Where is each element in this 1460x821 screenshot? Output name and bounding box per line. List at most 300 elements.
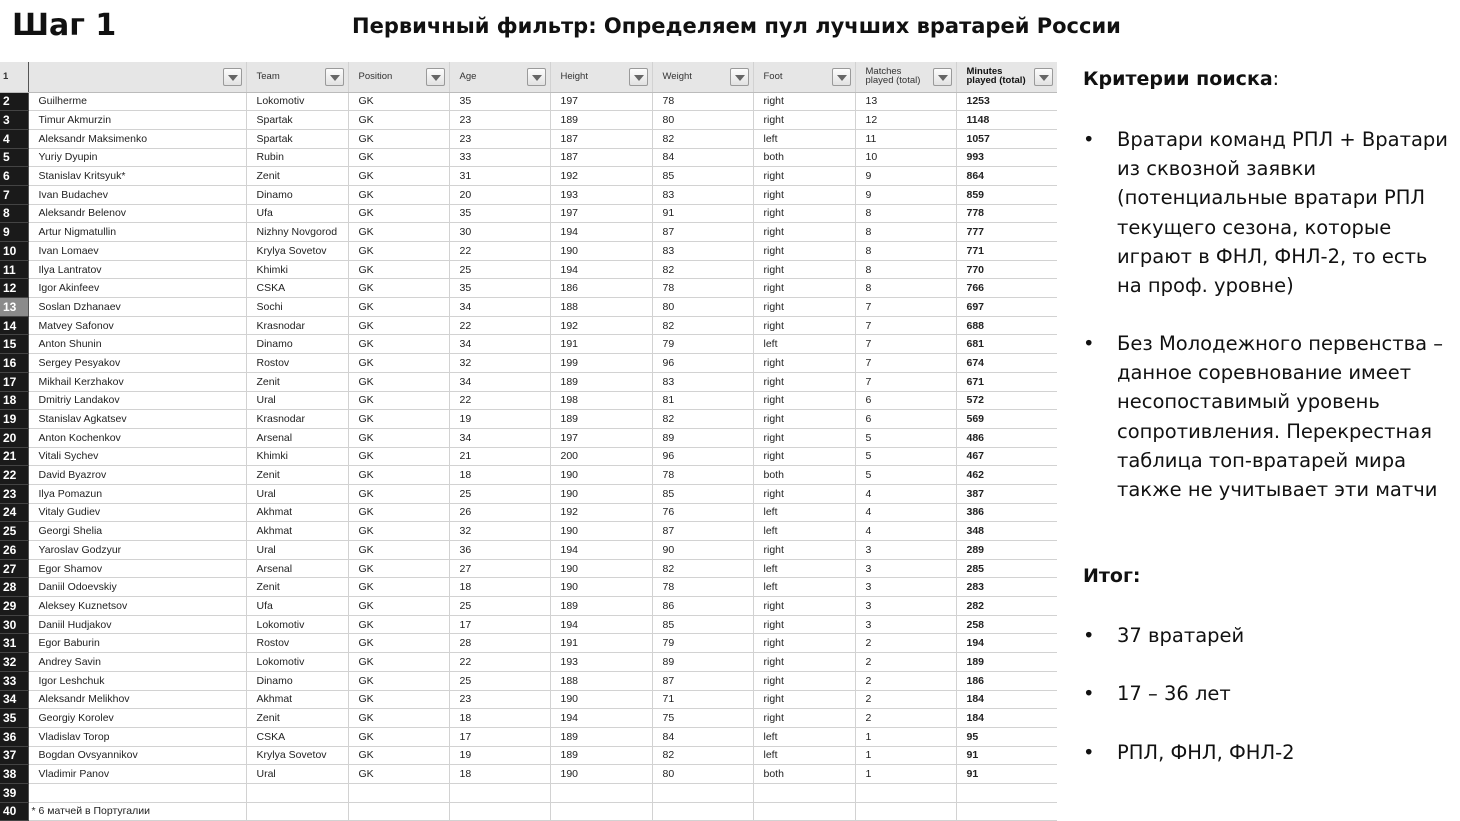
- table-cell[interactable]: right: [753, 279, 855, 298]
- table-cell[interactable]: 770: [956, 260, 1057, 279]
- table-cell[interactable]: right: [753, 428, 855, 447]
- table-cell[interactable]: 387: [956, 484, 1057, 503]
- table-cell[interactable]: GK: [348, 634, 449, 653]
- table-cell[interactable]: Daniil Odoevskiy: [28, 578, 246, 597]
- table-cell[interactable]: 2: [855, 709, 956, 728]
- table-cell[interactable]: GK: [348, 671, 449, 690]
- table-cell[interactable]: 194: [550, 223, 652, 242]
- table-cell[interactable]: right: [753, 391, 855, 410]
- table-cell[interactable]: 10: [855, 148, 956, 167]
- table-cell[interactable]: Krylya Sovetov: [246, 242, 348, 261]
- table-cell[interactable]: 85: [652, 484, 753, 503]
- table-cell[interactable]: GK: [348, 578, 449, 597]
- table-cell[interactable]: right: [753, 185, 855, 204]
- table-cell[interactable]: 17: [449, 727, 550, 746]
- table-cell[interactable]: 3: [855, 597, 956, 616]
- table-cell[interactable]: Akhmat: [246, 503, 348, 522]
- table-cell[interactable]: Vitaly Gudiev: [28, 503, 246, 522]
- table-cell[interactable]: 191: [550, 335, 652, 354]
- table-cell[interactable]: 569: [956, 410, 1057, 429]
- table-cell[interactable]: both: [753, 466, 855, 485]
- table-cell[interactable]: 190: [550, 484, 652, 503]
- table-cell[interactable]: Mikhail Kerzhakov: [28, 372, 246, 391]
- table-cell[interactable]: Zenit: [246, 372, 348, 391]
- table-cell[interactable]: GK: [348, 709, 449, 728]
- table-cell[interactable]: 194: [550, 709, 652, 728]
- table-cell[interactable]: GK: [348, 185, 449, 204]
- table-cell[interactable]: 33: [449, 148, 550, 167]
- column-header[interactable]: [246, 62, 348, 92]
- table-cell[interactable]: 194: [550, 615, 652, 634]
- table-cell[interactable]: 34: [449, 428, 550, 447]
- table-cell[interactable]: 778: [956, 204, 1057, 223]
- table-cell[interactable]: 189: [550, 111, 652, 130]
- table-cell[interactable]: CSKA: [246, 279, 348, 298]
- table-cell[interactable]: Ural: [246, 391, 348, 410]
- table-cell[interactable]: 17: [449, 615, 550, 634]
- table-cell[interactable]: [956, 783, 1057, 802]
- table-cell[interactable]: [550, 783, 652, 802]
- table-cell[interactable]: right: [753, 690, 855, 709]
- table-cell[interactable]: 2: [855, 690, 956, 709]
- table-cell[interactable]: right: [753, 92, 855, 111]
- row-number[interactable]: 13: [0, 298, 28, 317]
- table-cell[interactable]: 192: [550, 503, 652, 522]
- table-cell[interactable]: 282: [956, 597, 1057, 616]
- table-cell[interactable]: right: [753, 615, 855, 634]
- table-cell[interactable]: 79: [652, 335, 753, 354]
- table-cell[interactable]: right: [753, 242, 855, 261]
- table-cell[interactable]: 87: [652, 671, 753, 690]
- table-cell[interactable]: GK: [348, 167, 449, 186]
- table-cell[interactable]: Igor Akinfeev: [28, 279, 246, 298]
- table-cell[interactable]: 1: [855, 727, 956, 746]
- table-cell[interactable]: right: [753, 410, 855, 429]
- row-number[interactable]: 4: [0, 129, 28, 148]
- table-cell[interactable]: 34: [449, 335, 550, 354]
- table-cell[interactable]: GK: [348, 223, 449, 242]
- table-cell[interactable]: 8: [855, 204, 956, 223]
- table-cell[interactable]: 82: [652, 559, 753, 578]
- table-cell[interactable]: 18: [449, 765, 550, 784]
- table-cell[interactable]: 83: [652, 372, 753, 391]
- table-cell[interactable]: [956, 802, 1057, 821]
- table-cell[interactable]: Ural: [246, 541, 348, 560]
- table-cell[interactable]: right: [753, 709, 855, 728]
- table-cell[interactable]: 2: [855, 653, 956, 672]
- table-cell[interactable]: Yaroslav Godzyur: [28, 541, 246, 560]
- table-cell[interactable]: Ilya Pomazun: [28, 484, 246, 503]
- table-cell[interactable]: Arsenal: [246, 428, 348, 447]
- table-cell[interactable]: 85: [652, 615, 753, 634]
- table-cell[interactable]: 572: [956, 391, 1057, 410]
- row-number[interactable]: 7: [0, 185, 28, 204]
- table-cell[interactable]: Egor Baburin: [28, 634, 246, 653]
- table-cell[interactable]: Lokomotiv: [246, 653, 348, 672]
- table-cell[interactable]: 13: [855, 92, 956, 111]
- table-cell[interactable]: Aleksandr Melikhov: [28, 690, 246, 709]
- column-header[interactable]: [652, 62, 753, 92]
- table-cell[interactable]: 82: [652, 410, 753, 429]
- table-cell[interactable]: right: [753, 204, 855, 223]
- table-cell[interactable]: GK: [348, 335, 449, 354]
- table-cell[interactable]: Georgiy Korolev: [28, 709, 246, 728]
- table-cell[interactable]: Daniil Hudjakov: [28, 615, 246, 634]
- table-cell[interactable]: 186: [550, 279, 652, 298]
- filter-dropdown-icon[interactable]: [527, 68, 546, 86]
- table-cell[interactable]: GK: [348, 559, 449, 578]
- table-cell[interactable]: left: [753, 522, 855, 541]
- row-number[interactable]: 27: [0, 559, 28, 578]
- table-cell[interactable]: 197: [550, 204, 652, 223]
- table-cell[interactable]: 96: [652, 354, 753, 373]
- table-cell[interactable]: 23: [449, 129, 550, 148]
- table-cell[interactable]: 7: [855, 316, 956, 335]
- filter-dropdown-icon[interactable]: [426, 68, 445, 86]
- table-cell[interactable]: 35: [449, 92, 550, 111]
- row-number[interactable]: 8: [0, 204, 28, 223]
- table-cell[interactable]: Khimki: [246, 260, 348, 279]
- table-cell[interactable]: 187: [550, 129, 652, 148]
- table-cell[interactable]: 191: [550, 634, 652, 653]
- table-cell[interactable]: 22: [449, 242, 550, 261]
- table-cell[interactable]: [855, 783, 956, 802]
- filter-dropdown-icon[interactable]: [1034, 68, 1053, 86]
- table-cell[interactable]: 76: [652, 503, 753, 522]
- table-cell[interactable]: 89: [652, 653, 753, 672]
- table-cell[interactable]: [855, 802, 956, 821]
- filter-dropdown-icon[interactable]: [832, 68, 851, 86]
- table-cell[interactable]: Ilya Lantratov: [28, 260, 246, 279]
- column-header[interactable]: [348, 62, 449, 92]
- table-cell[interactable]: 78: [652, 279, 753, 298]
- table-cell[interactable]: left: [753, 335, 855, 354]
- table-cell[interactable]: GK: [348, 746, 449, 765]
- table-cell[interactable]: GK: [348, 298, 449, 317]
- row-number[interactable]: 11: [0, 260, 28, 279]
- table-cell[interactable]: Aleksandr Maksimenko: [28, 129, 246, 148]
- row-number[interactable]: 29: [0, 597, 28, 616]
- table-cell[interactable]: 187: [550, 148, 652, 167]
- table-cell[interactable]: Zenit: [246, 466, 348, 485]
- table-cell[interactable]: right: [753, 260, 855, 279]
- table-cell[interactable]: GK: [348, 129, 449, 148]
- table-cell[interactable]: right: [753, 372, 855, 391]
- table-cell[interactable]: Krasnodar: [246, 410, 348, 429]
- table-cell[interactable]: 26: [449, 503, 550, 522]
- table-cell[interactable]: 78: [652, 578, 753, 597]
- table-cell[interactable]: 91: [956, 746, 1057, 765]
- table-cell[interactable]: Dinamo: [246, 671, 348, 690]
- table-cell[interactable]: GK: [348, 597, 449, 616]
- table-cell[interactable]: 7: [855, 354, 956, 373]
- table-cell[interactable]: 19: [449, 746, 550, 765]
- table-cell[interactable]: 3: [855, 541, 956, 560]
- table-cell[interactable]: [348, 783, 449, 802]
- table-cell[interactable]: Aleksandr Belenov: [28, 204, 246, 223]
- filter-dropdown-icon[interactable]: [325, 68, 344, 86]
- table-cell[interactable]: GK: [348, 148, 449, 167]
- table-cell[interactable]: 27: [449, 559, 550, 578]
- table-cell[interactable]: 22: [449, 653, 550, 672]
- table-cell[interactable]: 6: [855, 410, 956, 429]
- table-cell[interactable]: Lokomotiv: [246, 92, 348, 111]
- table-cell[interactable]: 3: [855, 615, 956, 634]
- table-cell[interactable]: 189: [550, 410, 652, 429]
- row-number[interactable]: 40: [0, 802, 28, 821]
- table-cell[interactable]: Zenit: [246, 578, 348, 597]
- table-cell[interactable]: Ivan Budachev: [28, 185, 246, 204]
- table-cell[interactable]: 2: [855, 634, 956, 653]
- table-cell[interactable]: [652, 783, 753, 802]
- table-cell[interactable]: 19: [449, 410, 550, 429]
- table-cell[interactable]: GK: [348, 466, 449, 485]
- table-cell[interactable]: 189: [956, 653, 1057, 672]
- table-cell[interactable]: [652, 802, 753, 821]
- table-cell[interactable]: 1148: [956, 111, 1057, 130]
- table-cell[interactable]: 190: [550, 690, 652, 709]
- filter-dropdown-icon[interactable]: [730, 68, 749, 86]
- table-cell[interactable]: 4: [855, 503, 956, 522]
- table-cell[interactable]: Ural: [246, 484, 348, 503]
- table-cell[interactable]: 993: [956, 148, 1057, 167]
- table-cell[interactable]: 83: [652, 185, 753, 204]
- row-number[interactable]: 1: [0, 62, 28, 92]
- row-number[interactable]: 32: [0, 653, 28, 672]
- table-cell[interactable]: 80: [652, 111, 753, 130]
- table-cell[interactable]: 83: [652, 242, 753, 261]
- row-number[interactable]: 28: [0, 578, 28, 597]
- row-number[interactable]: 23: [0, 484, 28, 503]
- table-cell[interactable]: Vitali Sychev: [28, 447, 246, 466]
- table-cell[interactable]: 190: [550, 242, 652, 261]
- row-number[interactable]: 39: [0, 783, 28, 802]
- table-cell[interactable]: Stanislav Agkatsev: [28, 410, 246, 429]
- table-cell[interactable]: Vladimir Panov: [28, 765, 246, 784]
- table-cell[interactable]: 4: [855, 484, 956, 503]
- table-cell[interactable]: 96: [652, 447, 753, 466]
- table-cell[interactable]: [449, 802, 550, 821]
- table-cell[interactable]: 78: [652, 92, 753, 111]
- table-cell[interactable]: 186: [956, 671, 1057, 690]
- table-cell[interactable]: [449, 783, 550, 802]
- table-cell[interactable]: left: [753, 727, 855, 746]
- table-cell[interactable]: GK: [348, 690, 449, 709]
- table-cell[interactable]: 12: [855, 111, 956, 130]
- table-cell[interactable]: Aleksey Kuznetsov: [28, 597, 246, 616]
- table-cell[interactable]: 189: [550, 597, 652, 616]
- table-cell[interactable]: GK: [348, 316, 449, 335]
- table-cell[interactable]: 30: [449, 223, 550, 242]
- column-header[interactable]: [550, 62, 652, 92]
- table-cell[interactable]: 192: [550, 316, 652, 335]
- table-cell[interactable]: 193: [550, 185, 652, 204]
- table-cell[interactable]: both: [753, 148, 855, 167]
- table-cell[interactable]: 79: [652, 634, 753, 653]
- table-cell[interactable]: Nizhny Novgorod: [246, 223, 348, 242]
- table-cell[interactable]: 283: [956, 578, 1057, 597]
- table-cell[interactable]: right: [753, 541, 855, 560]
- table-cell[interactable]: 7: [855, 335, 956, 354]
- table-cell[interactable]: right: [753, 167, 855, 186]
- table-cell[interactable]: GK: [348, 484, 449, 503]
- table-cell[interactable]: GK: [348, 260, 449, 279]
- table-cell[interactable]: GK: [348, 92, 449, 111]
- table-cell[interactable]: left: [753, 746, 855, 765]
- table-cell[interactable]: 75: [652, 709, 753, 728]
- column-header[interactable]: [753, 62, 855, 92]
- row-number[interactable]: 9: [0, 223, 28, 242]
- table-cell[interactable]: 18: [449, 466, 550, 485]
- table-cell[interactable]: [550, 802, 652, 821]
- table-cell[interactable]: Spartak: [246, 129, 348, 148]
- table-cell[interactable]: 22: [449, 316, 550, 335]
- table-cell[interactable]: 71: [652, 690, 753, 709]
- table-cell[interactable]: 91: [652, 204, 753, 223]
- table-cell[interactable]: 190: [550, 559, 652, 578]
- row-number[interactable]: 16: [0, 354, 28, 373]
- row-number[interactable]: 22: [0, 466, 28, 485]
- table-cell[interactable]: 194: [956, 634, 1057, 653]
- row-number[interactable]: 5: [0, 148, 28, 167]
- row-number[interactable]: 19: [0, 410, 28, 429]
- table-cell[interactable]: 1: [855, 746, 956, 765]
- row-number[interactable]: 26: [0, 541, 28, 560]
- table-cell[interactable]: 80: [652, 765, 753, 784]
- table-cell[interactable]: 25: [449, 484, 550, 503]
- table-cell[interactable]: 84: [652, 148, 753, 167]
- table-cell[interactable]: 258: [956, 615, 1057, 634]
- table-cell[interactable]: 11: [855, 129, 956, 148]
- table-cell[interactable]: 82: [652, 260, 753, 279]
- table-cell[interactable]: [348, 802, 449, 821]
- table-cell[interactable]: 3: [855, 559, 956, 578]
- table-cell[interactable]: Krasnodar: [246, 316, 348, 335]
- table-cell[interactable]: 18: [449, 709, 550, 728]
- row-number[interactable]: 37: [0, 746, 28, 765]
- table-cell[interactable]: 462: [956, 466, 1057, 485]
- table-cell[interactable]: 35: [449, 204, 550, 223]
- column-header[interactable]: [855, 62, 956, 92]
- row-number[interactable]: 3: [0, 111, 28, 130]
- table-cell[interactable]: Stanislav Kritsyuk*: [28, 167, 246, 186]
- table-cell[interactable]: 189: [550, 372, 652, 391]
- table-cell[interactable]: 8: [855, 223, 956, 242]
- table-cell[interactable]: 23: [449, 690, 550, 709]
- table-cell[interactable]: GK: [348, 279, 449, 298]
- table-cell[interactable]: CSKA: [246, 727, 348, 746]
- row-number[interactable]: 2: [0, 92, 28, 111]
- table-cell[interactable]: 84: [652, 727, 753, 746]
- table-cell[interactable]: 386: [956, 503, 1057, 522]
- table-cell[interactable]: 80: [652, 298, 753, 317]
- table-cell[interactable]: 1: [855, 765, 956, 784]
- table-cell[interactable]: 87: [652, 223, 753, 242]
- row-number[interactable]: 6: [0, 167, 28, 186]
- table-cell[interactable]: 2: [855, 671, 956, 690]
- table-cell[interactable]: GK: [348, 391, 449, 410]
- table-cell[interactable]: Matvey Safonov: [28, 316, 246, 335]
- table-cell[interactable]: 681: [956, 335, 1057, 354]
- table-cell[interactable]: 25: [449, 260, 550, 279]
- table-cell[interactable]: 8: [855, 260, 956, 279]
- table-cell[interactable]: both: [753, 765, 855, 784]
- table-cell[interactable]: GK: [348, 653, 449, 672]
- table-cell[interactable]: right: [753, 671, 855, 690]
- table-cell[interactable]: 486: [956, 428, 1057, 447]
- table-cell[interactable]: 697: [956, 298, 1057, 317]
- column-header[interactable]: [28, 62, 246, 92]
- table-cell[interactable]: Sochi: [246, 298, 348, 317]
- table-cell[interactable]: 25: [449, 597, 550, 616]
- row-number[interactable]: 24: [0, 503, 28, 522]
- column-header[interactable]: [956, 62, 1057, 92]
- table-cell[interactable]: Guilherme: [28, 92, 246, 111]
- table-cell[interactable]: Spartak: [246, 111, 348, 130]
- table-cell[interactable]: GK: [348, 372, 449, 391]
- table-cell[interactable]: [753, 783, 855, 802]
- table-cell[interactable]: 35: [449, 279, 550, 298]
- table-cell[interactable]: right: [753, 597, 855, 616]
- table-cell[interactable]: right: [753, 634, 855, 653]
- table-cell[interactable]: [246, 802, 348, 821]
- row-number[interactable]: 33: [0, 671, 28, 690]
- table-cell[interactable]: 285: [956, 559, 1057, 578]
- table-cell[interactable]: Rubin: [246, 148, 348, 167]
- table-cell[interactable]: Dinamo: [246, 335, 348, 354]
- table-cell[interactable]: 1253: [956, 92, 1057, 111]
- table-cell[interactable]: 8: [855, 242, 956, 261]
- table-cell[interactable]: 34: [449, 298, 550, 317]
- table-cell[interactable]: [28, 783, 246, 802]
- table-cell[interactable]: Sergey Pesyakov: [28, 354, 246, 373]
- table-cell[interactable]: 7: [855, 372, 956, 391]
- table-cell[interactable]: 194: [550, 260, 652, 279]
- table-cell[interactable]: 766: [956, 279, 1057, 298]
- table-cell[interactable]: Yuriy Dyupin: [28, 148, 246, 167]
- table-cell[interactable]: 6: [855, 391, 956, 410]
- table-cell[interactable]: 189: [550, 727, 652, 746]
- filter-dropdown-icon[interactable]: [223, 68, 242, 86]
- table-cell[interactable]: 89: [652, 428, 753, 447]
- table-cell[interactable]: 1057: [956, 129, 1057, 148]
- table-cell[interactable]: 198: [550, 391, 652, 410]
- table-cell[interactable]: left: [753, 129, 855, 148]
- row-number[interactable]: 31: [0, 634, 28, 653]
- table-cell[interactable]: GK: [348, 765, 449, 784]
- table-cell[interactable]: GK: [348, 522, 449, 541]
- table-cell[interactable]: 21: [449, 447, 550, 466]
- table-cell[interactable]: Ufa: [246, 204, 348, 223]
- table-cell[interactable]: 771: [956, 242, 1057, 261]
- table-cell[interactable]: 31: [449, 167, 550, 186]
- table-cell[interactable]: 674: [956, 354, 1057, 373]
- table-cell[interactable]: Zenit: [246, 709, 348, 728]
- table-cell[interactable]: Anton Shunin: [28, 335, 246, 354]
- table-cell[interactable]: 95: [956, 727, 1057, 746]
- table-cell[interactable]: right: [753, 298, 855, 317]
- table-cell[interactable]: 82: [652, 129, 753, 148]
- table-cell[interactable]: GK: [348, 111, 449, 130]
- footnote[interactable]: * 6 матчей в Португалии: [28, 802, 246, 821]
- table-cell[interactable]: [753, 802, 855, 821]
- table-cell[interactable]: GK: [348, 428, 449, 447]
- table-cell[interactable]: [246, 783, 348, 802]
- table-cell[interactable]: Egor Shamov: [28, 559, 246, 578]
- table-cell[interactable]: 5: [855, 466, 956, 485]
- table-cell[interactable]: 864: [956, 167, 1057, 186]
- table-cell[interactable]: Ivan Lomaev: [28, 242, 246, 261]
